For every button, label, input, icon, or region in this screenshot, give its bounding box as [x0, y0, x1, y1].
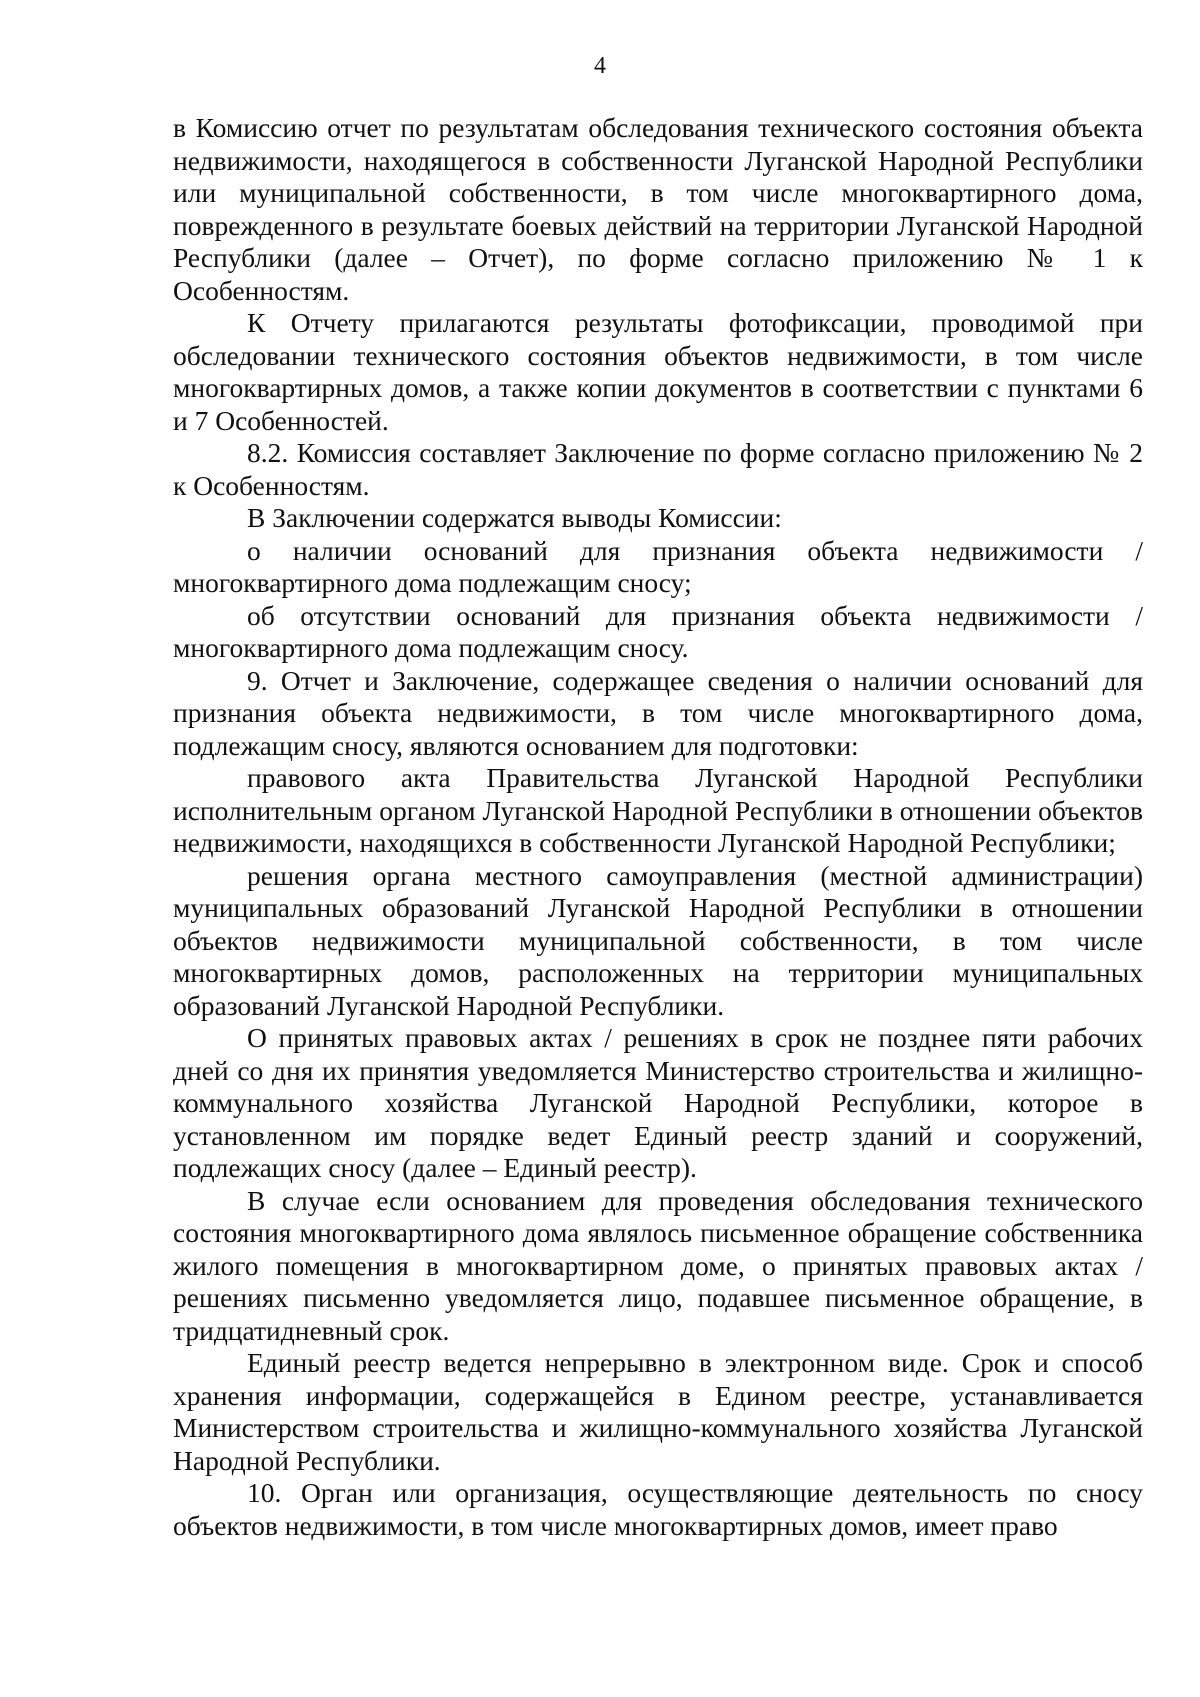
paragraph-8-2: 8.2. Комиссия составляет Заключение по форме согласно приложению № 2 к Особенностям.: [173, 437, 1143, 501]
paragraph-grounds-present: о наличии оснований для признания объекта недвижимости / многоквартирного дома подлежащим сносу;: [173, 534, 1143, 598]
paragraph-written-appeal: В случае если основанием для проведения обследования технического состояния многоквартирного дома являлось письменное обращение собственника жилого помещения в многоквартирном доме, о принятых правовых актах / решениях письменно уведомляется лицо, подавшее письменное обращение, в тридцатидневный срок.: [173, 1184, 1143, 1346]
paragraph-report-submission: в Комиссию отчет по результатам обследования технического состояния объекта недвижимости, находящегося в собственности Луганской Народной Республики или муниципальной собственности, в том числе многоквартирного дома, поврежденного в результате боевых действий на территории Луганской Народной Республики (далее – Отчет), по форме согласно приложению № 1 к Особенностям.: [173, 112, 1143, 306]
paragraph-9: 9. Отчет и Заключение, содержащее сведения о наличии оснований для признания объекта недвижимости, в том числе многоквартирного дома, подлежащим сносу, являются основанием для подготовки:: [173, 664, 1143, 761]
paragraph-government-act: правового акта Правительства Луганской Народной Республики исполнительным органом Луганской Народной Республики в отношении объектов недвижимости, находящихся в собственности Луганской Народной Республики;: [173, 762, 1143, 858]
document-body: [173, 112, 1143, 1542]
paragraph-unified-register: Единый реестр ведется непрерывно в электронном виде. Срок и способ хранения информации, содержащейся в Едином реестре, устанавливается Министерством строительства и жилищно-коммунального хозяйства Луганской Народной Республики.: [173, 1347, 1143, 1476]
paragraph-report-attachments: К Отчету прилагаются результаты фотофиксации, проводимой при обследовании технического состояния объектов недвижимости, в том числе многоквартирных домов, а также копии документов в соответствии с пунктами 6 и 7 Особенностей.: [173, 307, 1143, 436]
paragraph-grounds-absent: об отсутствии оснований для признания объекта недвижимости / многоквартирного дома подлежащим сносу.: [173, 599, 1143, 663]
page-number: 4: [594, 53, 606, 79]
paragraph-10: 10. Орган или организация, осуществляющие деятельность по сносу объектов недвижимости, в том числе многоквартирных домов, имеет право: [173, 1477, 1143, 1541]
paragraph-municipal-decision: решения органа местного самоуправления (местной администрации) муниципальных образований Луганской Народной Республики в отношении объектов недвижимости муниципальной собственности, в том числе многоквартирных домов, расположенных на территории муниципальных образований Луганской Народной Республики.: [173, 859, 1143, 1021]
paragraph-conclusion-findings: В Заключении содержатся выводы Комиссии:: [247, 502, 782, 533]
paragraph-notification-ministry: О принятых правовых актах / решениях в срок не позднее пяти рабочих дней со дня их принятия уведомляется Министерство строительства и жилищно-коммунального хозяйства Луганской Народной Республики, которое в установленном им порядке ведет Единый реестр зданий и сооружений, подлежащих сносу (далее – Единый реестр).: [173, 1022, 1143, 1183]
